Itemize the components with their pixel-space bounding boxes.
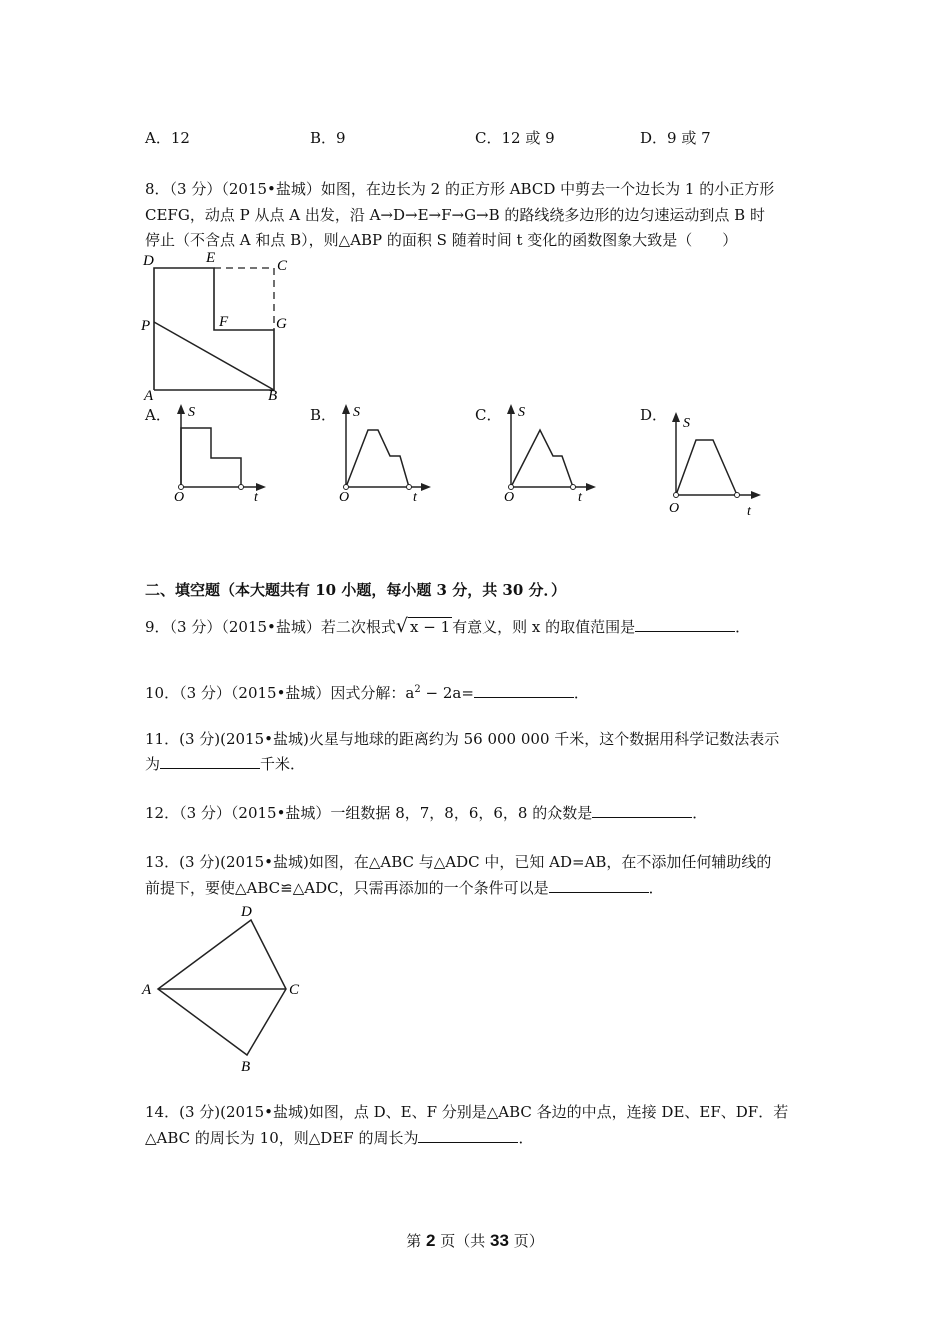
label-a: A [142, 982, 152, 998]
q10-answer-blank[interactable] [474, 681, 574, 698]
graph-b-s-label: S [353, 405, 360, 420]
q14-end: ． [518, 1129, 534, 1147]
graph-c-o-label: O [504, 490, 515, 505]
q14-line-1: 14．(3 分)(2015•盐城)如图，点 D、E、F 分别是△ABC 各边的中点，连接 DE、EF、DF．若 [145, 1103, 789, 1121]
graph-b-curve [346, 430, 409, 487]
graph-c-s-label: S [518, 405, 525, 420]
graph-c-t-label: t [578, 490, 582, 505]
q14-line2-prefix: △ABC 的周长为 10，则△DEF 的周长为 [145, 1129, 419, 1147]
section-2-title: 二、填空题（本大题共有 10 小题，每小题 3 分，共 30 分．） [145, 581, 567, 599]
label-d: D [241, 904, 252, 920]
label-b: B [268, 388, 278, 403]
segment-pb [154, 322, 274, 390]
label-g: G [276, 316, 287, 332]
q8-option-b: B． [310, 406, 337, 424]
kite-outline [158, 920, 286, 1055]
q8-line-1: 8．（3 分）（2015•盐城）如图，在边长为 2 的正方形 ABCD 中剪去一个边长为 1 的小正方形 [145, 180, 775, 198]
q9-end: ． [735, 618, 751, 636]
q13-kite-figure [138, 900, 313, 1075]
q14-answer-blank[interactable] [418, 1126, 518, 1143]
graph-d-s-label: S [683, 416, 690, 431]
label-d: D [143, 253, 154, 269]
q8-option-c: C． [475, 406, 502, 424]
q11-line2-prefix: 为 [145, 755, 161, 773]
graph-a-curve [181, 428, 241, 487]
q10-prefix: 10．（3 分）（2015•盐城）因式分解：a [145, 684, 415, 702]
q13-line-2 [145, 875, 664, 901]
q7-option-d: D．9 或 7 [640, 129, 711, 147]
q9-suffix: 有意义，则 x 的取值范围是 [452, 618, 636, 636]
graph-d-curve [676, 440, 737, 495]
page-footer [0, 1228, 950, 1254]
footer-page-number: 2 [426, 1231, 436, 1250]
graph-c [498, 400, 603, 505]
q8-line-3: 停止（不含点 A 和点 B），则△ABP 的面积 S 随着时间 t 变化的函数图象大致是（ ） [145, 231, 738, 249]
label-f: F [219, 314, 229, 330]
graph-a [168, 400, 273, 505]
q12-prefix: 12．（3 分）（2015•盐城）一组数据 8，7，8，6，6，8 的众数是 [145, 804, 593, 822]
q11-line-2 [145, 751, 305, 777]
q12-text [145, 800, 707, 826]
q12-end: ． [692, 804, 708, 822]
q12-answer-blank[interactable] [592, 801, 692, 818]
q8-option-d: D． [640, 406, 668, 424]
q7-option-a: A．12 [145, 129, 190, 147]
graph-d [663, 408, 768, 518]
q10-exponent: 2 [414, 684, 421, 695]
graph-c-curve [511, 430, 573, 487]
radical-sign-icon: √ [395, 615, 408, 637]
q10-end: ． [573, 684, 589, 702]
label-a: A [144, 388, 154, 403]
polygon-outline [154, 268, 274, 390]
graph-d-o-label: O [669, 501, 680, 516]
graph-b-t-label: t [413, 490, 417, 505]
q9-answer-blank[interactable] [635, 615, 735, 632]
q7-option-c: C．12 或 9 [475, 129, 555, 147]
q11-line-1: 11．(3 分)(2015•盐城)火星与地球的距离约为 56 000 000 千米，这个数据用科学记数法表示 [145, 730, 780, 748]
graph-d-t-label: t [747, 504, 751, 518]
q11-answer-blank[interactable] [160, 752, 260, 769]
q13-end: ． [648, 879, 664, 897]
footer-pre: 第 [406, 1232, 427, 1250]
label-c: C [289, 982, 300, 998]
graph-a-s-label: S [188, 405, 195, 420]
q11-line2-suffix: 千米． [260, 755, 306, 773]
q9-radicand: x − 1 [410, 618, 451, 636]
label-b: B [241, 1059, 251, 1075]
q13-line2-prefix: 前提下，要使△ABC≌△ADC，只需再添加的一个条件可以是 [145, 879, 549, 897]
q14-line-2 [145, 1125, 533, 1151]
graph-b-o-label: O [339, 490, 350, 505]
footer-total-pages: 33 [490, 1231, 509, 1250]
q8-option-a: A． [145, 406, 171, 424]
label-c: C [277, 258, 288, 274]
q13-line-1: 13．(3 分)(2015•盐城)如图，在△ABC 与△ADC 中，已知 AD=AB，在不添加任何辅助线的 [145, 853, 772, 871]
graph-a-t-label: t [254, 490, 258, 505]
q10-text [145, 677, 589, 706]
q13-answer-blank[interactable] [549, 876, 649, 893]
graph-a-o-label: O [174, 490, 185, 505]
footer-mid: 页（共 [435, 1232, 491, 1250]
q8-square-figure [138, 248, 298, 403]
q9-text [145, 613, 750, 640]
footer-post: 页） [508, 1232, 544, 1250]
q7-option-b: B．9 [310, 129, 346, 147]
q9-prefix: 9．（3 分）（2015•盐城）若二次根式 [145, 618, 396, 636]
label-e: E [206, 250, 216, 266]
graph-b [333, 400, 438, 505]
label-p: P [141, 318, 151, 334]
q8-line-2: CEFG，动点 P 从点 A 出发，沿 A→D→E→F→G→B 的路线绕多边形的边匀速运动到点 B 时 [145, 206, 765, 224]
q10-suffix: − 2a= [420, 684, 474, 702]
